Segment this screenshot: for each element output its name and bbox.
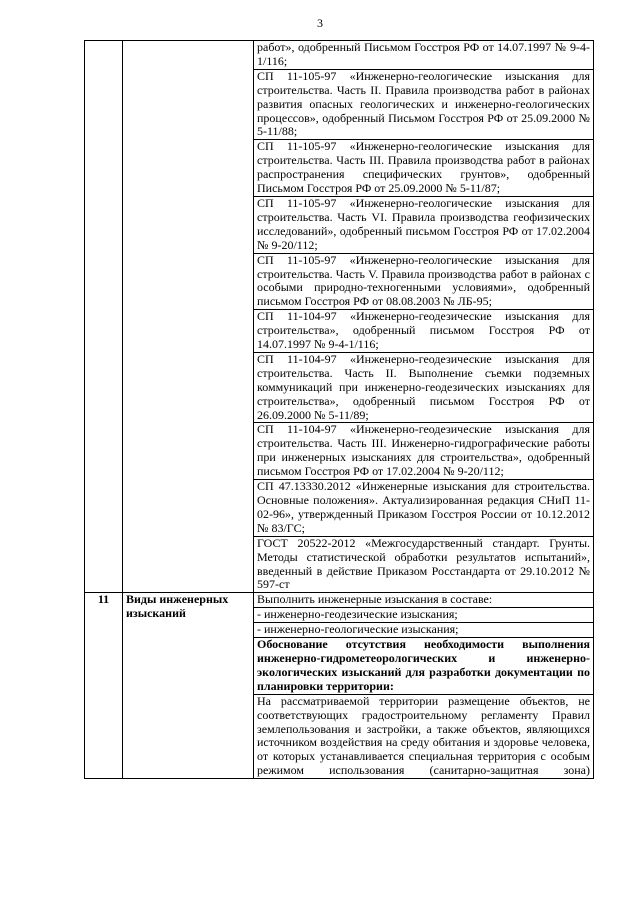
section-heading: Обоснование отсутствия необходимости выполнения инженерно-гидрометеорологических и инженерно-экологических изысканий для разработки документации по планировки территории: — [254, 637, 593, 694]
paragraph: СП 11-105-97 «Инженерно-геологические изыскания для строительства. Часть VI. Правила производства геофизических исследований», одобренный письмом Госстроя РФ от 17.02.2004 № 9-20/112; — [254, 196, 593, 253]
paragraph: СП 11-105-97 «Инженерно-геологические изыскания для строительства. Часть II. Правила производства работ в районах развития опасных геологических и инженерно-геологических процессов», одобренный Письмом Госстроя РФ от 25.09.2000 № 5-11/88; — [254, 69, 593, 140]
paragraph: СП 11-104-97 «Инженерно-геодезические изыскания для строительства», одобренный письмом Госстроя РФ от 14.07.1997 № 9-4-1/116; — [254, 309, 593, 352]
paragraph: СП 11-104-97 «Инженерно-геодезические изыскания для строительства. Часть III. Инженерно-гидрографические работы при инженерных изысканиях для строительства», одобренный письмом Госстроя РФ от 17.02.2004 № 9-20/112; — [254, 422, 593, 479]
list-item: - инженерно-геологические изыскания; — [254, 622, 593, 637]
paragraph: На рассматриваемой территории размещение объектов, не соответствующих градостроительному регламенту Правил землепользования и застройки, а также объектов, являющихся источником воздействия на среду обитания и здоровье человека, от которых устанавливается специальная территория с особым режимом использования (санитарно-защитная зона) — [254, 694, 593, 778]
row-content-cell — [254, 41, 594, 593]
paragraph: СП 11-105-97 «Инженерно-геологические изыскания для строительства. Часть III. Правила производства работ в районах распространения специфических грунтов», одобренный Письмом Госстроя РФ от 25.09.2000 № 5-11/87; — [254, 139, 593, 196]
table-row — [85, 41, 594, 593]
paragraph: СП 11-105-97 «Инженерно-геологические изыскания для строительства. Часть V. Правила производства работ в районах с особыми природно-техногенными условиями», одобренный письмом Госстроя РФ от 08.08.2003 № ЛБ-95; — [254, 253, 593, 310]
row-number-cell: 11 — [85, 593, 123, 779]
page-number: 3 — [317, 16, 323, 30]
row-content-cell — [254, 593, 594, 779]
table-row — [85, 593, 594, 779]
requirements-table — [84, 40, 594, 779]
paragraph: ГОСТ 20522-2012 «Межгосударственный стандарт. Грунты. Методы статистической обработки результатов испытаний», введенный в действие Приказом Росстандарта от 29.10.2012 № 597-ст — [254, 536, 593, 593]
paragraph: работ», одобренный Письмом Госстроя РФ от 14.07.1997 № 9-4-1/116; — [257, 40, 590, 68]
paragraph: СП 11-104-97 «Инженерно-геодезические изыскания для строительства. Часть II. Выполнение съемки подземных коммуникаций при инженерно-геодезических изысканиях для строительства», одобренный письмом Госстроя РФ от 26.09.2000 № 5-11/89; — [254, 352, 593, 423]
paragraph: Выполнить инженерные изыскания в составе: — [257, 592, 493, 607]
row-number-cell — [85, 41, 123, 593]
list-item: - инженерно-геодезические изыскания; — [254, 607, 593, 622]
row-title-cell: Виды инженерных изысканий — [123, 593, 254, 779]
paragraph: СП 47.13330.2012 «Инженерные изыскания для строительства. Основные положения». Актуализированная редакция СНиП 11-02-96», утвержденный Приказом Госстроя России от 10.12.2012 № 83/ГС; — [254, 479, 593, 536]
row-title-cell — [123, 41, 254, 593]
